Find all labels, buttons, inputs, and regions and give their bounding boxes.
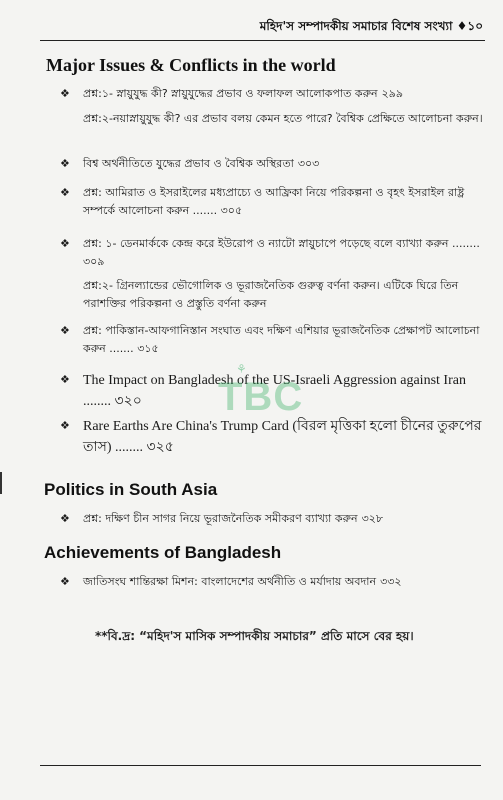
toc-item[interactable]: ❖ প্রশ্ন: পাকিস্তান-আফগানিস্তান সংঘাত এবং দক্ষিণ এশিয়ার ভূরাজনৈতিক প্রেক্ষাপট আলোচনা করুন ....... ৩১৫ xyxy=(60,324,480,355)
section-title-achievements: Achievements of Bangladesh xyxy=(44,543,282,562)
diamond-bullet-icon: ❖ xyxy=(60,575,70,588)
watermark-mark-icon: ⚘ xyxy=(236,362,247,376)
header-divider xyxy=(40,40,485,41)
toc-item[interactable]: ❖ Rare Earths Are China's Trump Card (বিরল মৃত্তিকা হলো চীনের তুরুপের তাস) ........ ৩২৫ xyxy=(60,416,485,458)
page-number: ৩২৮ xyxy=(361,512,384,525)
diamond-bullet-icon: ❖ xyxy=(60,186,70,199)
footer-divider xyxy=(40,765,481,766)
toc-item[interactable]: ❖ বিশ্ব অর্থনীতিতে যুদ্ধের প্রভাব ও বৈশ্বিক অস্থিরতা ৩০৩ xyxy=(60,155,485,173)
page-number: ৩০৫ xyxy=(220,204,243,217)
page-number: ৩২০ xyxy=(114,394,142,409)
page-number: ২৯৯ xyxy=(381,87,404,100)
diamond-bullet-icon: ❖ xyxy=(60,157,70,170)
toc-subitem[interactable]: প্রশ্ন:২- গ্রিনল্যান্ডের ভৌগোলিক ও ভূরাজনৈতিক গুরুত্ব বর্ণনা করুন। এটিকে ঘিরে তিন পরাশক্তির পরিকল্পনা ও প্রস্তুতি বর্ণনা করুন xyxy=(83,279,459,310)
toc-subitem[interactable]: প্রশ্ন:২-নয়াস্নায়ুযুদ্ধ কী? এর প্রভাব বলয় কেমন হতে পারে? বৈশ্বিক প্রেক্ষিতে আলোচনা করুন। xyxy=(83,112,483,125)
section-title-south-asia: Politics in South Asia xyxy=(44,480,218,499)
toc-item[interactable]: ❖ The Impact on Bangladesh of the US-Israeli Aggression against Iran ........ ৩২০ xyxy=(60,370,485,412)
diamond-bullet-icon: ❖ xyxy=(60,420,70,432)
toc-item[interactable]: ❖ প্রশ্ন:১- স্নায়ুযুদ্ধ কী? স্নায়ুযুদ্ধের প্রভাব ও ফলাফল আলোকপাত করুন ২৯৯ xyxy=(60,85,485,103)
watermark: TBC xyxy=(218,375,304,419)
page-number: ৩০৩ xyxy=(297,157,320,170)
toc-item[interactable]: ❖ প্রশ্ন: দক্ষিণ চীন সাগর নিয়ে ভূরাজনৈতিক সমীকরণ ব্যাখ্যা করুন ৩২৮ xyxy=(60,510,485,528)
diamond-bullet-icon: ❖ xyxy=(60,324,70,337)
margin-mark xyxy=(0,472,12,494)
toc-item[interactable]: ❖ প্রশ্ন: ১- ডেনমার্ককে কেন্দ্র করে ইউরোপ ও ন্যাটো স্নায়ুচাপে পড়েছে বলে ব্যাখ্যা করুন ........ ৩০৯ xyxy=(60,237,480,268)
page-number: ৩১৫ xyxy=(137,342,159,355)
diamond-bullet-icon: ❖ xyxy=(60,87,70,100)
toc-item[interactable]: ❖ জাতিসংঘ শান্তিরক্ষা মিশন: বাংলাদেশের অর্থনীতি ও মর্যাদায় অবদান ৩৩২ xyxy=(60,573,485,591)
running-header: মহিদ'স সম্পাদকীয় সমাচার বিশেষ সংখ্যা ♦১০ xyxy=(259,19,483,33)
diamond-bullet-icon: ❖ xyxy=(60,237,70,250)
footnote: **বি.দ্র: “মহিদ'স মাসিক সম্পাদকীয় সমাচার” প্রতি মাসে বের হয়। xyxy=(95,629,414,643)
diamond-bullet-icon: ❖ xyxy=(60,374,70,386)
toc-item[interactable]: ❖ প্রশ্ন: আমিরাত ও ইসরাইলের মধ্যপ্রাচ্যে ও আফ্রিকা নিয়ে পরিকল্পনা ও বৃহৎ ইসরাইল রাষ্ট্র সম্পর্কে আলোচনা করুন ....... ৩০৫ xyxy=(60,186,465,217)
page-number: ৩২৫ xyxy=(146,440,174,455)
page-number: ৩৩২ xyxy=(380,575,402,588)
page-number: ৩০৯ xyxy=(83,255,105,268)
diamond-bullet-icon: ❖ xyxy=(60,512,70,525)
section-title-major-issues: Major Issues & Conflicts in the world xyxy=(46,55,336,75)
